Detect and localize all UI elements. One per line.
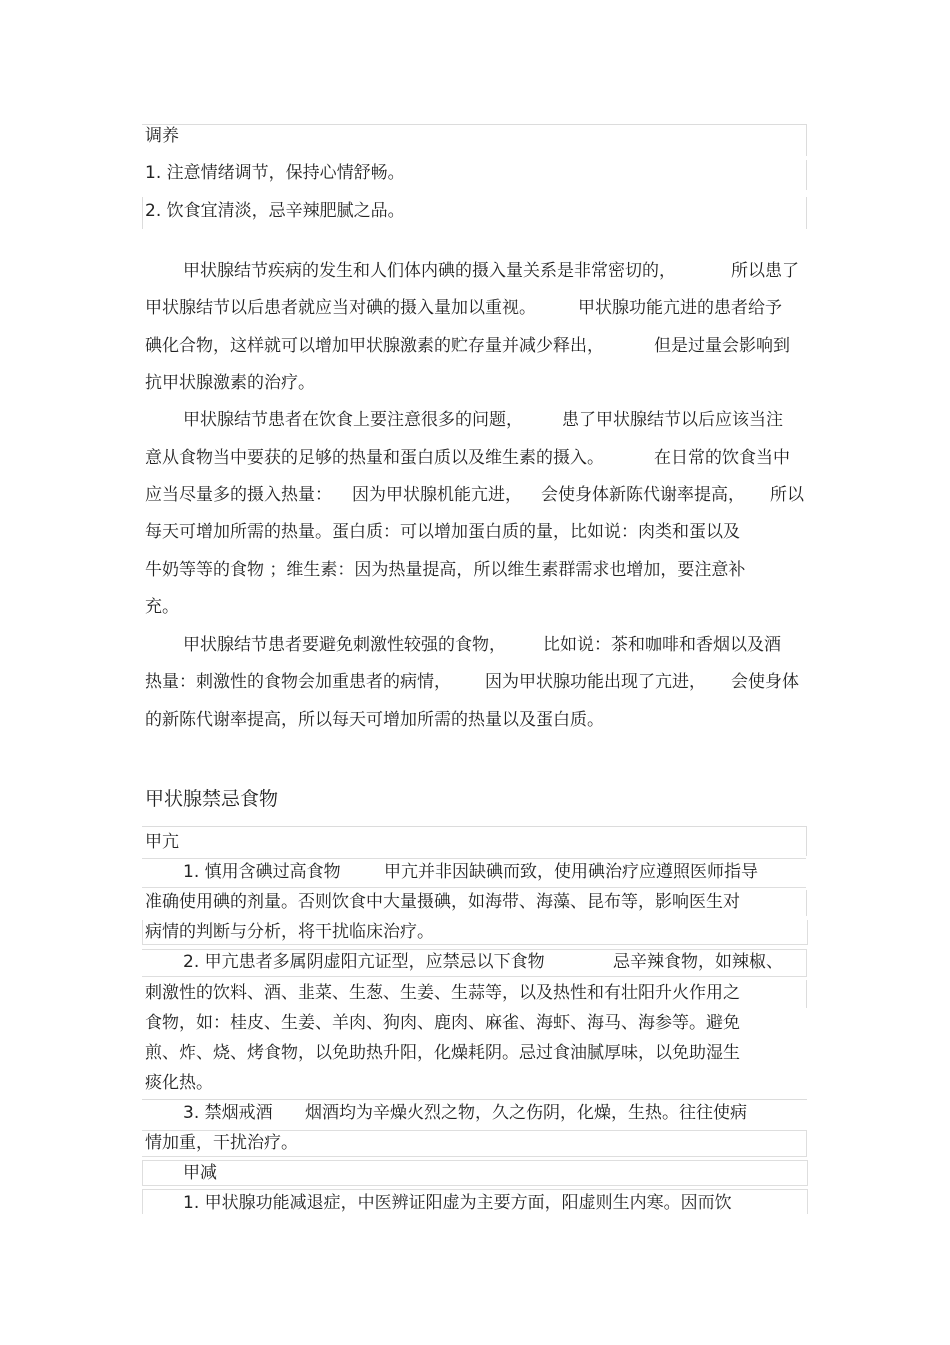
care-item-2: 2. 饮食宜清淡，忌辛辣肥腻之品。 <box>145 201 405 221</box>
para2-line3c: 会使身体新陈代谢率提高， <box>541 485 745 505</box>
table-border <box>806 124 807 156</box>
hyper-item2-line2: 刺激性的饮料、酒、韭菜、生葱、生姜、生蒜等，以及热性和有壮阳升火作用之 <box>145 983 740 1003</box>
para2-line5: 牛奶等等的食物 ；维生素：因为热量提高，所以维生素群需求也增加，要注意补 <box>145 560 746 580</box>
hyper-item2-line1b: 忌辛辣食物，如辣椒、 <box>613 952 783 972</box>
hyper-item2-line5: 痰化热。 <box>145 1073 213 1093</box>
para2-line3b: 因为甲状腺机能亢进， <box>352 485 522 505</box>
hyper-item3-line2: 情加重，干扰治疗。 <box>145 1133 298 1153</box>
para3-line1a: 甲状腺结节患者要避免刺激性较强的食物， <box>183 635 506 655</box>
table-border <box>142 124 807 125</box>
para2-line2b: 在日常的饮食当中 <box>654 448 790 468</box>
para1-line2a: 甲状腺结节以后患者就应当对碘的摄入量加以重视。 <box>145 298 536 318</box>
table-border <box>142 1099 807 1100</box>
para3-line2c: 会使身体 <box>731 672 799 692</box>
hyper-item1-line3: 病情的判断与分析，将干扰临床治疗。 <box>145 922 434 942</box>
hyper-item3-line1a: 3. 禁烟戒酒 <box>183 1103 273 1123</box>
para1-line3b: 但是过量会影响到 <box>654 336 790 356</box>
para1-line2b: 甲状腺功能亢进的患者给予 <box>578 298 782 318</box>
hyper-item2-line4: 煎、炸、烧、烤食物，以免助热升阳，化燥耗阴。忌过食油腻厚味，以免助湿生 <box>145 1043 740 1063</box>
para1-line4: 抗甲状腺激素的治疗。 <box>145 373 315 393</box>
hypo-title: 甲减 <box>183 1163 217 1183</box>
para3-line2b: 因为甲状腺功能出现了亢进， <box>485 672 706 692</box>
hyper-title: 甲亢 <box>145 832 179 852</box>
para1-line1a: 甲状腺结节疾病的发生和人们体内碘的摄入量关系是非常密切的， <box>183 261 676 281</box>
table-border <box>142 197 143 229</box>
table-border <box>806 197 807 229</box>
table-row <box>142 1160 808 1186</box>
para3-line1b: 比如说：茶和咖啡和香烟以及酒 <box>543 635 781 655</box>
table-border <box>806 890 807 916</box>
para1-line3a: 碘化合物，这样就可以增加甲状腺激素的贮存量并减少释出， <box>145 336 604 356</box>
para2-line4: 每天可增加所需的热量。蛋白质：可以增加蛋白质的量，比如说：肉类和蛋以及 <box>145 522 740 542</box>
para1-line1b: 所以患了 <box>731 261 799 281</box>
hyper-item3-line1b: 烟酒均为辛燥火烈之物，久之伤阴，化燥，生热。往往使病 <box>305 1103 747 1123</box>
para2-line2a: 意从食物当中要获的足够的热量和蛋白质以及维生素的摄入。 <box>145 448 604 468</box>
para3-line2a: 热量：刺激性的食物会加重患者的病情， <box>145 672 451 692</box>
para3-line3: 的新陈代谢率提高，所以每天可增加所需的热量以及蛋白质。 <box>145 710 604 730</box>
hyper-item1-line1a: 1. 慎用含碘过高食物 <box>183 862 341 882</box>
para2-line3a: 应当尽量多的摄入热量： <box>145 485 332 505</box>
hyper-item2-line3: 食物，如：桂皮、生姜、羊肉、狗肉、鹿肉、麻雀、海虾、海马、海参等。避免 <box>145 1013 740 1033</box>
care-item-1: 1. 注意情绪调节，保持心情舒畅。 <box>145 163 405 183</box>
hyper-item1-line1b: 甲亢并非因缺碘而致，使用碘治疗应遵照医师指导 <box>384 862 758 882</box>
para2-line1b: 患了甲状腺结节以后应该当注 <box>562 410 783 430</box>
table-border <box>806 980 807 1008</box>
hypo-item1: 1. 甲状腺功能减退症，中医辨证阳虚为主要方面，阳虚则生内寒。因而饮 <box>183 1193 732 1213</box>
section-title: 甲状腺禁忌食物 <box>145 788 279 810</box>
care-title: 调养 <box>145 126 179 146</box>
table-border <box>142 826 807 827</box>
para2-line1a: 甲状腺结节患者在饮食上要注意很多的问题， <box>183 410 523 430</box>
hyper-item1-line2: 准确使用碘的剂量。否则饮食中大量摄碘，如海带、海藻、昆布等，影响医生对 <box>145 892 740 912</box>
table-border <box>806 160 807 190</box>
para2-line3d: 所以 <box>770 485 804 505</box>
para2-line6: 充。 <box>145 597 179 617</box>
hyper-item2-line1a: 2. 甲亢患者多属阴虚阳亢证型，应禁忌以下食物 <box>183 952 545 972</box>
table-border <box>806 826 807 856</box>
